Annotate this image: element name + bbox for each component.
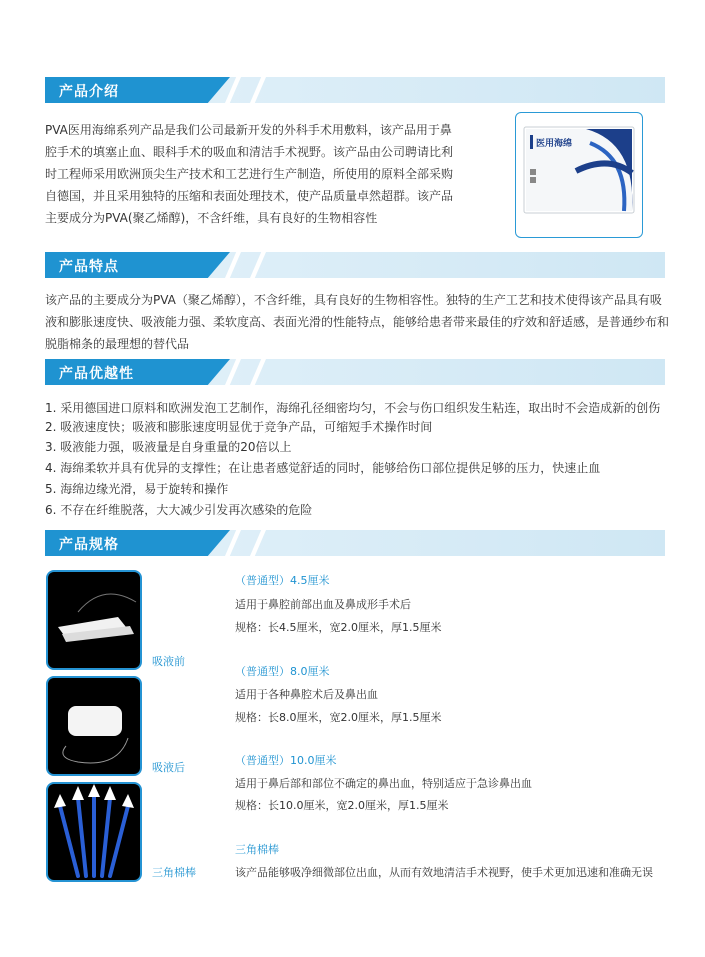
spec-title: （普通型）10.0厘米 bbox=[235, 754, 337, 767]
spec-use: 适用于鼻腔前部出血及鼻成形手术后 bbox=[235, 598, 411, 611]
product-package-image bbox=[515, 112, 643, 238]
advantage-item: 3. 吸液能力强，吸液量是自身重量的20倍以上 bbox=[45, 440, 292, 454]
intro-line: PVA医用海绵系列产品是我们公司最新开发的外科手术用敷料，该产品用于鼻 bbox=[45, 123, 452, 137]
package-label: 医用海绵 bbox=[536, 139, 573, 149]
sponge-before-image bbox=[46, 570, 142, 670]
sponge-after-image bbox=[46, 676, 142, 776]
advantage-item: 2. 吸液速度快；吸液和膨胀速度明显优于竞争产品，可缩短手术操作时间 bbox=[45, 420, 433, 434]
advantage-item: 1. 采用德国进口原料和欧洲发泡工艺制作，海绵孔径细密均匀，不会与伤口组织发生粘连，取出时不会造成新的创伤 bbox=[45, 401, 661, 415]
intro-line: 主要成分为PVA(聚乙烯醇)，不含纤维，具有良好的生物相容性 bbox=[45, 211, 378, 225]
advantage-item: 5. 海绵边缘光滑，易于旋转和操作 bbox=[45, 482, 229, 496]
triangle-swab-image bbox=[46, 782, 142, 882]
features-line: 液和膨胀速度快、吸液能力强、柔软度高、表面光滑的性能特点，能够给患者带来最佳的疗效和舒适感，是普通纱布和 bbox=[45, 315, 670, 329]
section-title: 产品特点 bbox=[59, 259, 119, 275]
features-line: 脱脂棉条的最理想的替代品 bbox=[45, 337, 190, 351]
spec-title: （普通型）4.5厘米 bbox=[235, 574, 330, 587]
intro-paragraph bbox=[45, 119, 505, 229]
spec-use: 适用于鼻后部和部位不确定的鼻出血，特别适应于急诊鼻出血 bbox=[235, 777, 532, 790]
section-title: 产品介绍 bbox=[59, 84, 119, 100]
intro-line: 腔手术的填塞止血、眼科手术的吸血和清洁手术视野。该产品由公司聘请比利 bbox=[45, 145, 454, 159]
section-header-advantages bbox=[45, 359, 665, 385]
intro-line: 时工程师采用欧洲顶尖生产技术和工艺进行生产制造，所使用的原料全部采购 bbox=[45, 167, 454, 181]
image-label: 吸液前 bbox=[152, 655, 185, 668]
spec-use: 该产品能够吸净细微部位出血，从而有效地清洁手术视野，使手术更加迅速和准确无误 bbox=[235, 866, 653, 879]
spec-size: 规格：长10.0厘米，宽2.0厘米，厚1.5厘米 bbox=[235, 799, 449, 812]
section-title: 产品优越性 bbox=[59, 366, 134, 382]
advantage-item: 4. 海绵柔软并具有优异的支撑性；在让患者感觉舒适的同时，能够给伤口部位提供足够的压力，快速止血 bbox=[45, 461, 601, 475]
section-header-features bbox=[45, 252, 665, 278]
section-header-specs bbox=[45, 530, 665, 556]
spec-size: 规格：长4.5厘米，宽2.0厘米，厚1.5厘米 bbox=[235, 621, 442, 634]
section-title: 产品规格 bbox=[59, 537, 119, 553]
image-label: 三角棉棒 bbox=[152, 866, 196, 879]
spec-use: 适用于各种鼻腔术后及鼻出血 bbox=[235, 688, 378, 701]
advantage-item: 6. 不存在纤维脱落，大大减少引发再次感染的危险 bbox=[45, 503, 313, 517]
image-label: 吸液后 bbox=[152, 761, 185, 774]
features-paragraph bbox=[45, 289, 675, 355]
spec-size: 规格：长8.0厘米，宽2.0厘米，厚1.5厘米 bbox=[235, 711, 442, 724]
features-line: 该产品的主要成分为PVA（聚乙烯醇），不含纤维，具有良好的生物相容性。独特的生产工艺和技术使得该产品具有吸 bbox=[45, 293, 662, 307]
spec-title: 三角棉棒 bbox=[235, 843, 279, 856]
spec-title: （普通型）8.0厘米 bbox=[235, 665, 330, 678]
section-header-intro bbox=[45, 77, 665, 103]
package-illustration bbox=[516, 113, 642, 237]
intro-line: 自德国，并且采用独特的压缩和表面处理技术，使产品质量卓然超群。该产品 bbox=[45, 189, 454, 203]
